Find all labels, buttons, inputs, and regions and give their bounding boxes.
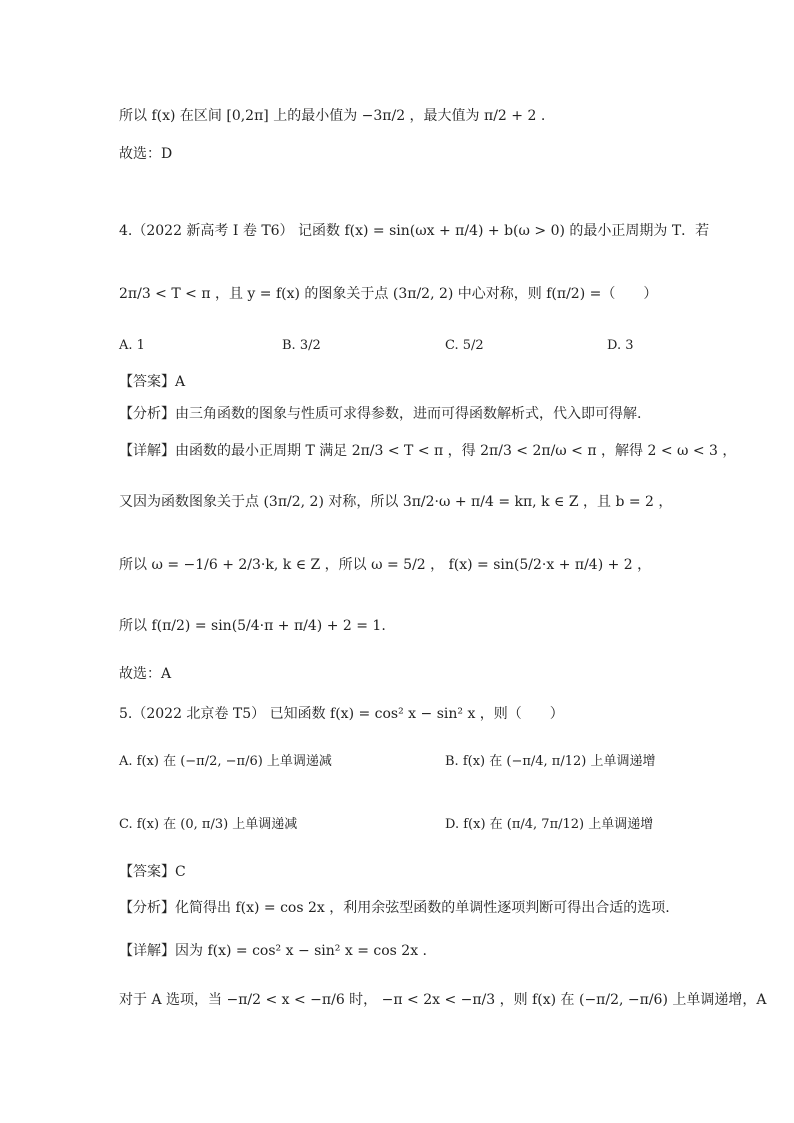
select-line: 故选：A xyxy=(119,666,172,682)
option-c: C. 5/2 xyxy=(445,338,484,353)
option-d: D. 3 xyxy=(607,338,634,353)
answer-label: 【答案】C xyxy=(119,864,186,880)
text-line: 故选：D xyxy=(119,146,173,162)
option-c: C. f(x) 在 (0, π/3) 上单调递减 xyxy=(119,817,298,832)
text-line: 所以 f(x) 在区间 [0,2π] 上的最小值为 −3π/2 ，最大值为 π/2 + 2 . xyxy=(119,108,546,124)
detail-line: 所以 f(π/2) = sin(5/4·π + π/4) + 2 = 1. xyxy=(119,618,386,634)
answer-label: 【答案】A xyxy=(119,374,186,390)
question-5: 5.（2022 北京卷 T5） 已知函数 f(x) = cos² x − sin² x ，则（ ） xyxy=(119,706,564,722)
option-d: D. f(x) 在 (π/4, 7π/12) 上单调递增 xyxy=(445,817,654,832)
detail-line: 所以 ω = −1/6 + 2/3·k, k ∈ Z ，所以 ω = 5/2 ， f(x) = sin(5/2·x + π/4) + 2 ， xyxy=(119,557,652,573)
question-4-cont: 2π/3 < T < π ，且 y = f(x) 的图象关于点 (3π/2, 2) 中心对称，则 f(π/2) =（ ） xyxy=(119,286,658,302)
option-a: A. 1 xyxy=(119,338,145,353)
question-4: 4.（2022 新高考 I 卷 T6） 记函数 f(x) = sin(ωx + π/4) + b(ω > 0) 的最小正周期为 T．若 xyxy=(119,223,710,239)
option-b: B. f(x) 在 (−π/4, π/12) 上单调递增 xyxy=(445,754,656,769)
detail-line: 又因为函数图象关于点 (3π/2, 2) 对称，所以 3π/2·ω + π/4 = kπ, k ∈ Z ，且 b = 2 ， xyxy=(119,494,673,510)
analysis: 【分析】化简得出 f(x) = cos 2x ，利用余弦型函数的单调性逐项判断可得出合适的选项. xyxy=(119,900,670,916)
detail-line: 【详解】因为 f(x) = cos² x − sin² x = cos 2x . xyxy=(119,943,427,959)
analysis: 【分析】由三角函数的图象与性质可求得参数，进而可得函数解析式，代入即可得解. xyxy=(119,406,642,422)
option-b: B. 3/2 xyxy=(282,338,321,353)
option-a: A. f(x) 在 (−π/2, −π/6) 上单调递减 xyxy=(119,754,332,769)
detail-line: 【详解】由函数的最小正周期 T 满足 2π/3 < T < π ，得 2π/3 < 2π/ω < π ，解得 2 < ω < 3 ， xyxy=(119,443,737,459)
detail-line: 对于 A 选项，当 −π/2 < x < −π/6 时， −π < 2x < −π/3 ，则 f(x) 在 (−π/2, −π/6) 上单调递增，A xyxy=(119,992,767,1008)
